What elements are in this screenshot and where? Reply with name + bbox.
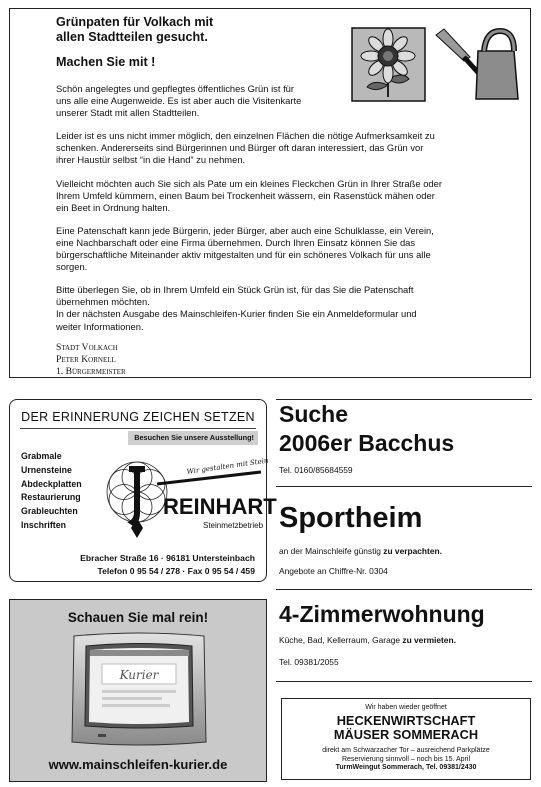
- text-line: In der nächsten Ausgabe des Mainschleifen-Kurier finden Sie ein Anmeldeformular und: [56, 308, 417, 320]
- signature-line: 1. Bürgermeister: [56, 366, 126, 377]
- exhibition-badge: Besuchen Sie unsere Ausstellung!: [128, 431, 258, 445]
- hecken-info: [282, 747, 530, 773]
- text-line: weiter Informationen.: [56, 320, 144, 332]
- service-item: Urnensteine: [21, 464, 72, 475]
- text-line: schenken. Andererseits sind Bürgerinnen und Bürger oft daran interessiert, das Grün vor: [56, 142, 424, 154]
- service-item: Grableuchten: [21, 506, 78, 517]
- hecken-info-line: direkt am Schwarzacher Tor – ausreichend Parkplätze: [322, 747, 490, 754]
- article-paragraph: [56, 130, 526, 166]
- wohnung-text: [279, 635, 456, 645]
- reinhart-ad: [9, 399, 277, 582]
- article-title: [56, 15, 213, 45]
- hecken-name: [282, 714, 530, 742]
- hecken-contact: TurmWeingut Sommerach, Tel. 09381/2430: [335, 764, 477, 772]
- kurier-ad: [9, 599, 267, 782]
- article-paragraph: [56, 83, 526, 119]
- text-line: Ihrem Umfeld kümmern, einen Baum bei Trockenheit wässern, ein Rasenstück mähen oder: [56, 189, 435, 201]
- service-item: Inschriften: [21, 519, 66, 530]
- service-item: Restaurierung: [21, 492, 81, 503]
- text-line: Eine Patenschaft kann jede Bürgerin, jeder Bürger, aber auch eine Schulklasse, ein Verein,: [56, 224, 434, 236]
- article-subtitle: Machen Sie mit !: [56, 55, 156, 69]
- suche-line2: 2006er Bacchus: [279, 430, 455, 456]
- suche-phone: Tel. 0160/85684559: [279, 465, 353, 475]
- reinhart-logo: [105, 452, 277, 542]
- reinhart-company-sub: Steinmetzbetrieb: [203, 521, 264, 530]
- divider: [276, 486, 532, 487]
- text-line: übernehmen möchten.: [56, 296, 150, 308]
- text-line: unserer Stadt mit allen Stadtteilen.: [56, 107, 200, 119]
- text-line: uns alle eine Augenweide. Es ist aber auch die Visitenkarte: [56, 95, 302, 107]
- signature-line: Stadt Volkach: [56, 342, 118, 353]
- hecken-opening-note: Wir haben wieder geöffnet: [365, 704, 447, 711]
- services-list: [21, 450, 82, 533]
- text-line: ihrer Haustür selbst “in die Hand” zu nehmen.: [56, 154, 246, 166]
- text-line: eine Nachbarschaft oder eine Firma übernehmen. Durch Ihren Einsatz können Sie das: [56, 236, 416, 248]
- text-line: ein Beet in Ordnung halten.: [56, 201, 171, 213]
- text-line: Leider ist es uns nicht immer möglich, den einzelnen Flächen die nötige Aufmerksamkeit zu: [56, 130, 435, 142]
- article-paragraph: [56, 225, 526, 273]
- text-line: bürgerschaftliche Miteinander aktiv mitgestalten und für ein schöneres Volkach für uns alle: [56, 249, 431, 261]
- suche-line1: Suche: [279, 401, 349, 427]
- service-item: Grabmale: [21, 451, 62, 461]
- hecken-name-line: MÄUSER SOMMERACH: [333, 727, 479, 742]
- hecken-name-line: HECKENWIRTSCHAFT: [336, 713, 476, 728]
- divider: [20, 428, 256, 429]
- wohnung-title: 4-Zimmerwohnung: [279, 601, 485, 627]
- article-paragraph: [56, 178, 526, 214]
- sportheim-text: [279, 546, 442, 556]
- reinhart-company: REINHART: [163, 494, 277, 519]
- text-line: Vielleicht möchten auch Sie sich als Pate um ein kleines Fleckchen Grün in Ihrer Straße oder: [56, 177, 442, 189]
- wohnung-text-plain: Küche, Bad, Kellerraum, Garage: [279, 635, 403, 645]
- reinhart-contact: [80, 552, 255, 578]
- kurier-url: www.mainschleifen-kurier.de: [48, 757, 228, 772]
- article-paragraph: [56, 284, 526, 332]
- hecken-info-line: Reservierung sinnvoll – noch bis 15. April: [341, 755, 470, 763]
- article-title-line: allen Stadtteilen gesucht.: [56, 30, 208, 44]
- wohnung-text-bold: zu vermieten.: [402, 635, 456, 645]
- sportheim-text-bold: zu verpachten.: [383, 546, 442, 556]
- wohnung-phone: Tel. 09381/2055: [279, 657, 339, 667]
- sportheim-title: Sportheim: [279, 502, 423, 534]
- divider: [276, 399, 532, 400]
- divider: [276, 589, 532, 590]
- reinhart-address: Ebracher Straße 16 · 96181 Untersteinbach: [80, 553, 255, 563]
- gruenpaten-article: [9, 8, 531, 378]
- chisel-mark: [127, 466, 145, 526]
- text-line: Bitte überlegen Sie, ob in Ihrem Umfeld ein Stück Grün ist, für das Sie die Patenschaft: [56, 284, 414, 296]
- text-line: Schön angelegtes und gepflegtes öffentliches Grün ist für: [56, 83, 295, 94]
- sportheim-text-plain: an der Mainschleife günstig: [279, 546, 384, 556]
- signature-line: Peter Kornell: [56, 354, 116, 365]
- kurier-headline: Schauen Sie mal rein!: [67, 610, 209, 625]
- screen-kurier-logo: Kurier: [119, 668, 159, 682]
- article-title-line: Grünpaten für Volkach mit: [56, 15, 214, 29]
- monitor-icon: [68, 630, 210, 752]
- service-item: Abdeckplatten: [21, 478, 82, 489]
- text-line: sorgen.: [56, 261, 88, 273]
- article-body: [56, 83, 526, 344]
- divider: [276, 681, 532, 682]
- reinhart-slogan: Wir gestalten mit Stein: [186, 456, 269, 476]
- reinhart-headline: DER ERINNERUNG ZEICHEN SETZEN: [21, 410, 255, 424]
- sportheim-offer: Angebote an Chiffre-Nr. 0304: [279, 566, 388, 576]
- article-signature: [56, 342, 126, 378]
- reinhart-phone: Telefon 0 95 54 / 278 · Fax 0 95 54 / 459: [97, 566, 255, 576]
- heckenwirtschaft-ad: [281, 698, 531, 780]
